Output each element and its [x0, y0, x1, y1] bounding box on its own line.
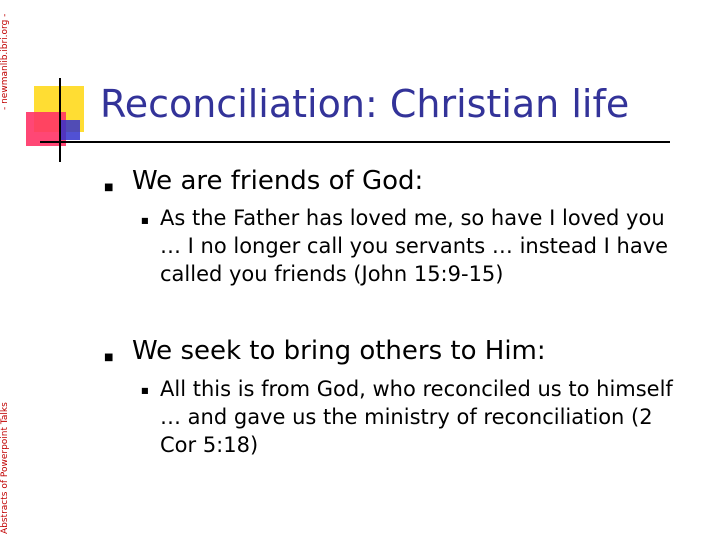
- subbullet-john-quote: As the Father has loved me, so have I loved you … I no longer call you servants … instead I have called you friends (John 15:9-15): [160, 206, 669, 286]
- bullet-bring-others: We seek to bring others to Him:: [132, 336, 546, 366]
- square-bullet-icon: ■: [104, 352, 114, 363]
- slide-title: Reconciliation: Christian life: [100, 82, 630, 126]
- square-bullet-icon: ■: [104, 182, 114, 193]
- square-bullet-icon: ■: [141, 216, 149, 225]
- watermark-top: - newmanlib.ibri.org -: [0, 13, 10, 110]
- watermark-bottom: Abstracts of Powerpoint Talks: [0, 402, 10, 534]
- subbullet-corinthians-quote: All this is from God, who reconciled us to himself … and gave us the ministry of reconciliation (2 Cor 5:18): [160, 377, 673, 457]
- bullet-friends-of-god: We are friends of God:: [132, 166, 424, 196]
- square-bullet-icon: ■: [141, 386, 149, 395]
